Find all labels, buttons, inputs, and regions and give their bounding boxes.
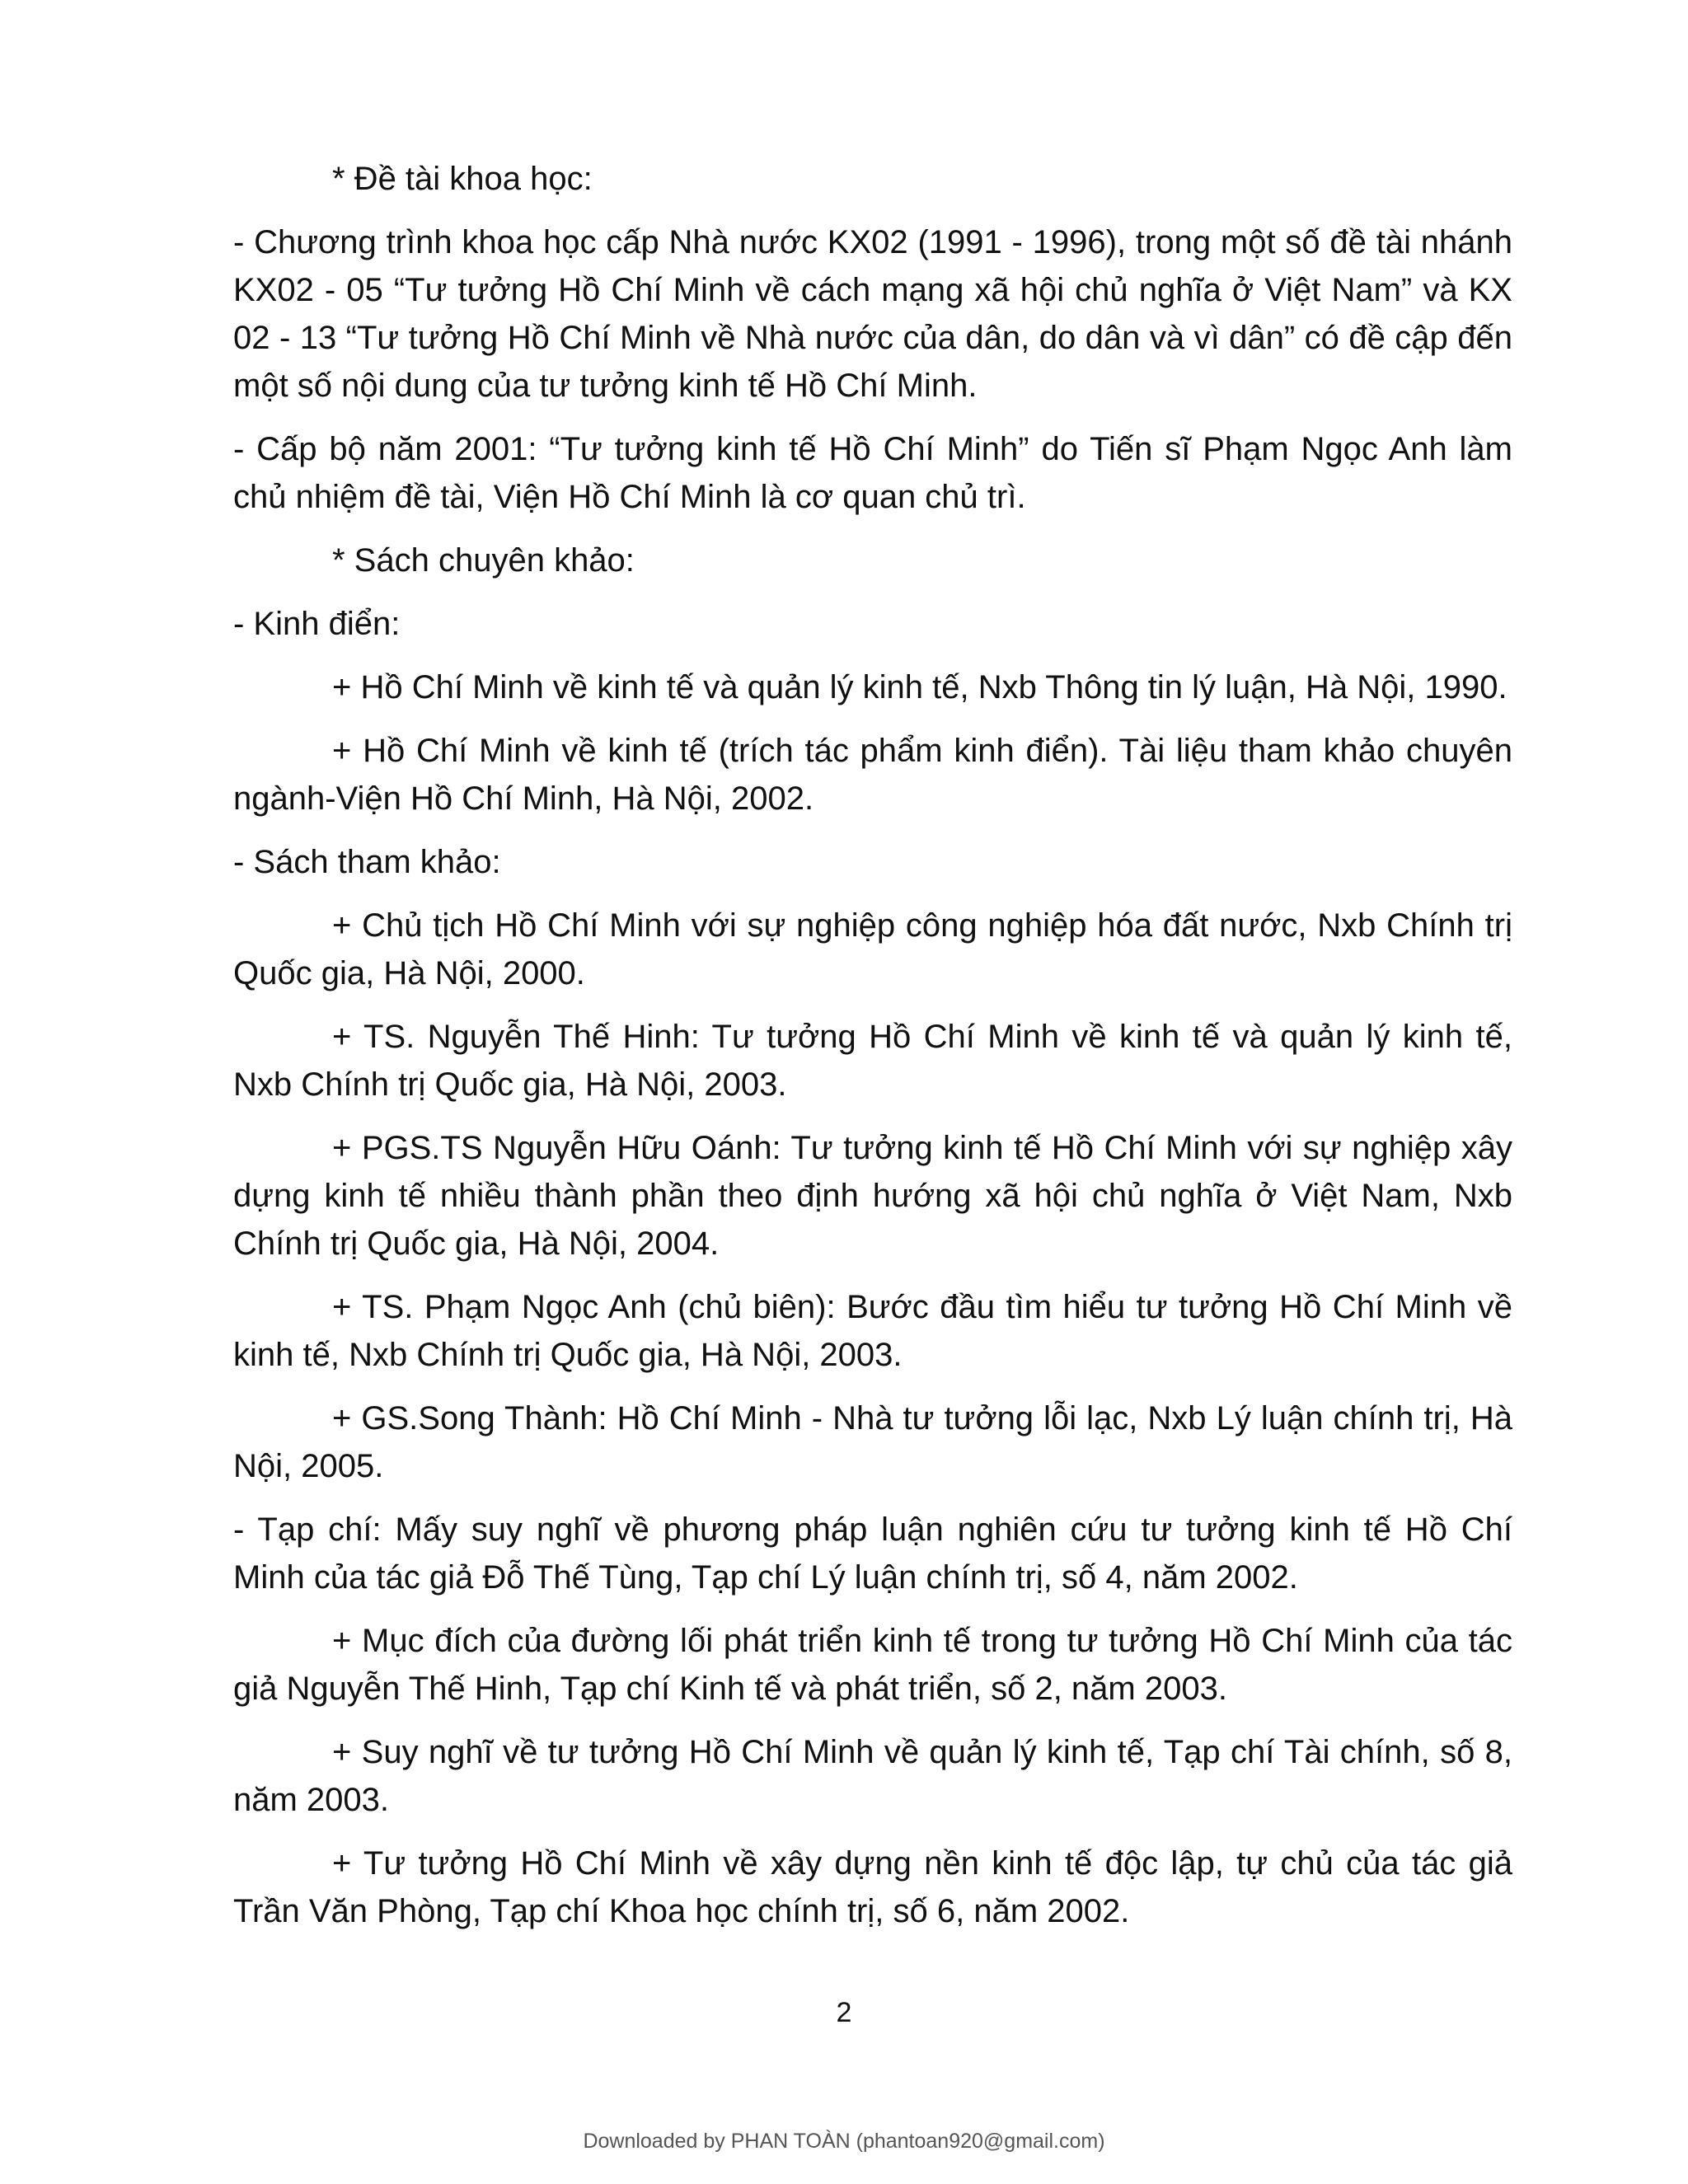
subheading-journals: - Tạp chí: Mấy suy nghĩ về phương pháp luận nghiên cứu tư tưởng kinh tế Hồ Chí Minh của tác giả Đỗ Thế Tùng, Tạp chí Lý luận chính trị, số 4, năm 2002. <box>233 1511 1512 1596</box>
list-item-reference: + Mục đích của đường lối phát triển kinh tế trong tư tưởng Hồ Chí Minh của tác giả Nguyễn Thế Hinh, Tạp chí Kinh tế và phát triển, số 2, năm 2003. <box>233 1623 1512 1707</box>
list-item-reference: + Suy nghĩ về tư tưởng Hồ Chí Minh về quản lý kinh tế, Tạp chí Tài chính, số 8, năm 2003. <box>233 1734 1512 1818</box>
list-item-reference: + Hồ Chí Minh về kinh tế và quản lý kinh tế, Nxb Thông tin lý luận, Hà Nội, 1990. <box>332 669 1507 705</box>
paragraph-state-program: - Chương trình khoa học cấp Nhà nước KX02 (1991 - 1996), trong một số đề tài nhánh KX02 - 05 “Tư tưởng Hồ Chí Minh về cách mạng xã hội chủ nghĩa ở Việt Nam” và KX 02 - 13 “Tư tưởng Hồ Chí Minh về Nhà nước của dân, do dân và vì dân” có đề cập đến một số nội dung của tư tưởng kinh tế Hồ Chí Minh. <box>233 224 1512 404</box>
subheading-reference-books: - Sách tham khảo: <box>233 844 501 880</box>
list-item-reference: + Hồ Chí Minh về kinh tế (trích tác phẩm kinh điển). Tài liệu tham khảo chuyên ngành-Viện Hồ Chí Minh, Hà Nội, 2002. <box>233 733 1512 817</box>
list-item-reference: + GS.Song Thành: Hồ Chí Minh - Nhà tư tưởng lỗi lạc, Nxb Lý luận chính trị, Hà Nội, 2005. <box>233 1400 1512 1484</box>
paragraph-ministry-level: - Cấp bộ năm 2001: “Tư tưởng kinh tế Hồ Chí Minh” do Tiến sĩ Phạm Ngọc Anh làm chủ nhiệm đề tài, Viện Hồ Chí Minh là cơ quan chủ trì. <box>233 431 1512 515</box>
list-item-reference: + TS. Nguyễn Thế Hinh: Tư tưởng Hồ Chí Minh về kinh tế và quản lý kinh tế, Nxb Chính trị Quốc gia, Hà Nội, 2003. <box>233 1019 1512 1103</box>
list-item-reference: + TS. Phạm Ngọc Anh (chủ biên): Bước đầu tìm hiểu tư tưởng Hồ Chí Minh về kinh tế, Nxb Chính trị Quốc gia, Hà Nội, 2003. <box>233 1289 1512 1373</box>
document-body <box>233 155 1512 1951</box>
list-item-reference: + Chủ tịch Hồ Chí Minh với sự nghiệp công nghiệp hóa đất nước, Nxb Chính trị Quốc gia, Hà Nội, 2000. <box>233 907 1512 991</box>
section-heading-research-topics: * Đề tài khoa học: <box>332 161 593 197</box>
section-heading-monographs: * Sách chuyên khảo: <box>332 542 635 579</box>
page-number: 2 <box>836 1997 852 2028</box>
list-item-reference: + PGS.TS Nguyễn Hữu Oánh: Tư tưởng kinh tế Hồ Chí Minh với sự nghiệp xây dựng kinh tế nhiều thành phần theo định hướng xã hội chủ nghĩa ở Việt Nam, Nxb Chính trị Quốc gia, Hà Nội, 2004. <box>233 1130 1512 1262</box>
subheading-classics: - Kinh điển: <box>233 606 401 642</box>
list-item-reference: + Tư tưởng Hồ Chí Minh về xây dựng nền kinh tế độc lập, tự chủ của tác giả Trần Văn Phòng, Tạp chí Khoa học chính trị, số 6, năm 2002. <box>233 1845 1512 1929</box>
download-footer: Downloaded by PHAN TOÀN (phantoan920@gmail.com) <box>583 2130 1105 2153</box>
